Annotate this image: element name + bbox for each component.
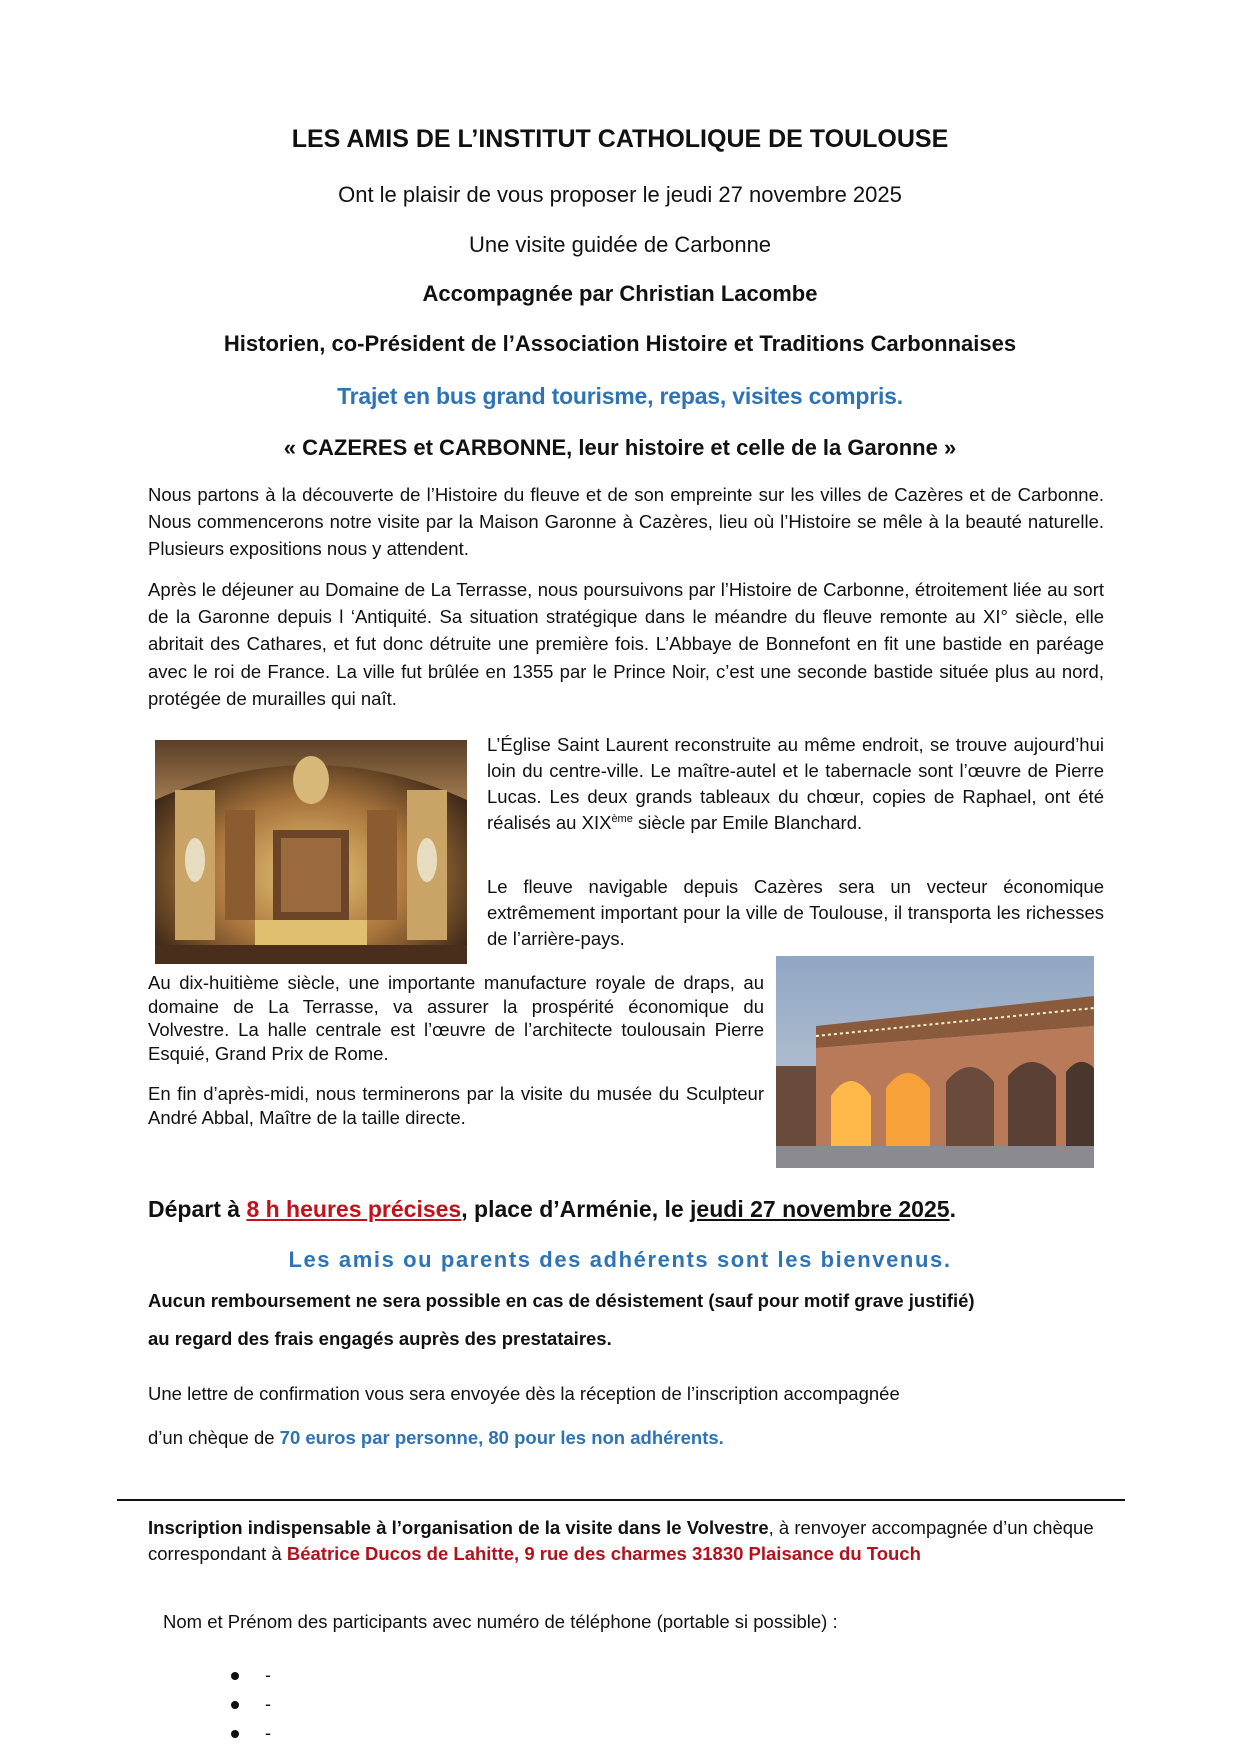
bullet-icon — [231, 1701, 239, 1709]
refund-line-1: Aucun remboursement ne sera possible en cas de désistement (sauf pour motif grave justifié) — [148, 1290, 975, 1311]
confirmation-line-1: Une lettre de confirmation vous sera envoyée dès la réception de l’inscription accompagnée — [148, 1383, 900, 1404]
list-item: - — [231, 1723, 271, 1744]
paragraph-history — [148, 576, 1104, 712]
tagline: Trajet en bus grand tourisme, repas, visites compris. — [337, 383, 903, 409]
departure-line — [148, 1196, 956, 1223]
church-altar-image — [155, 740, 467, 964]
inscription-rest: , à renvoyer accompagnée d’un chèque correspondant à — [148, 1517, 1094, 1564]
list-item: - — [231, 1694, 271, 1715]
bullet-icon — [231, 1672, 239, 1680]
church-altar-photo — [155, 740, 467, 964]
paragraph-5: Au dix-huitième siècle, une importante manufacture royale de draps, au domaine de La Terrasse, va assurer la prospérité économique du Volvestre. La halle centrale est l’œuvre de l’architecte toulousain Pierre Esquié, Grand Prix de Rome. — [148, 972, 764, 1064]
departure-suffix: . — [949, 1196, 956, 1222]
bullet-icon — [231, 1730, 239, 1738]
departure-time: 8 h heures précises — [246, 1196, 462, 1222]
confirmation-prefix: d’un chèque de — [148, 1427, 280, 1448]
paragraph-1: Nous partons à la découverte de l’Histoire du fleuve et de son empreinte sur les villes de Cazères et de Carbonne. Nous commencerons notre visite par la Maison Garonne à Cazères, lieu où l’Histoire se mêle à la beauté naturelle. Plusieurs expositions nous y attendent. — [148, 484, 1104, 560]
paragraph-museum — [148, 1082, 764, 1129]
page-title: LES AMIS DE L’INSTITUT CATHOLIQUE DE TOULOUSE — [291, 125, 949, 153]
price-text: 70 euros par personne, 80 pour les non adhérents. — [279, 1427, 724, 1448]
paragraph-intro — [148, 481, 1104, 563]
departure-prefix: Départ à — [148, 1196, 247, 1222]
paragraph-4: Le fleuve navigable depuis Cazères sera un vecteur économique extrêmement important pour la ville de Toulouse, il transporta les richesses de l’arrière-pays. — [487, 876, 1104, 949]
market-hall-image — [776, 956, 1094, 1168]
refund-line-2: au regard des frais engagés auprès des prestataires. — [148, 1328, 612, 1349]
confirmation-line-2 — [148, 1427, 724, 1449]
divider — [117, 1499, 1125, 1501]
paragraph-manufacture — [148, 971, 764, 1065]
welcome-line: Les amis ou parents des adhérents sont les bienvenus. — [288, 1247, 952, 1272]
intro-line: Ont le plaisir de vous proposer le jeudi 27 novembre 2025 — [338, 182, 902, 207]
guide-role-line: Historien, co-Président de l’Association Histoire et Traditions Carbonnaises — [223, 331, 1017, 356]
paragraph-2: Après le déjeuner au Domaine de La Terrasse, nous poursuivons par l’Histoire de Carbonne, étroitement liée au sort de la Garonne depuis l ‘Antiquité. Sa situation stratégique dans le méandre du fleuve remonte au XI° siècle, elle abritait des Cathares, et fut donc détruite une première fois. L’Abbaye de Bonnefont en fit une bastide en paréage avec le roi de France. La ville fut brûlée en 1355 par le Prince Noir, c’est une seconde bastide située plus au nord, protégée de murailles qui naît. — [148, 579, 1104, 709]
guide-line: Accompagnée par Christian Lacombe — [422, 281, 818, 306]
superscript-eme: ème — [611, 812, 633, 825]
departure-date: jeudi 27 novembre 2025 — [690, 1196, 950, 1222]
inscription-block — [148, 1515, 1104, 1567]
theme-title: « CAZERES et CARBONNE, leur histoire et celle de la Garonne » — [283, 435, 957, 460]
paragraph-6: En fin d’après-midi, nous terminerons par la visite du musée du Sculpteur André Abbal, Maître de la taille directe. — [148, 1083, 764, 1128]
departure-place: , place d’Arménie, le — [461, 1196, 691, 1222]
paragraph-church — [487, 732, 1104, 836]
inscription-address: Béatrice Ducos de Lahitte, 9 rue des charmes 31830 Plaisance du Touch — [286, 1543, 921, 1564]
paragraph-3b: siècle par Emile Blanchard. — [632, 812, 863, 833]
list-item: - — [231, 1665, 271, 1686]
participants-label: Nom et Prénom des participants avec numéro de téléphone (portable si possible) : — [163, 1611, 838, 1632]
paragraph-3a: L’Église Saint Laurent reconstruite au même endroit, se trouve aujourd’hui loin du centre-ville. Le maître-autel et le tabernacle sont l’œuvre de Pierre Lucas. Les deux grands tableaux du chœur, copies de Raphael, ont été réalisés au XIX — [487, 734, 1104, 833]
market-hall-photo — [776, 956, 1094, 1168]
visit-line: Une visite guidée de Carbonne — [468, 232, 772, 257]
paragraph-river — [487, 874, 1104, 952]
inscription-bold: Inscription indispensable à l’organisation de la visite dans le Volvestre — [148, 1517, 769, 1538]
